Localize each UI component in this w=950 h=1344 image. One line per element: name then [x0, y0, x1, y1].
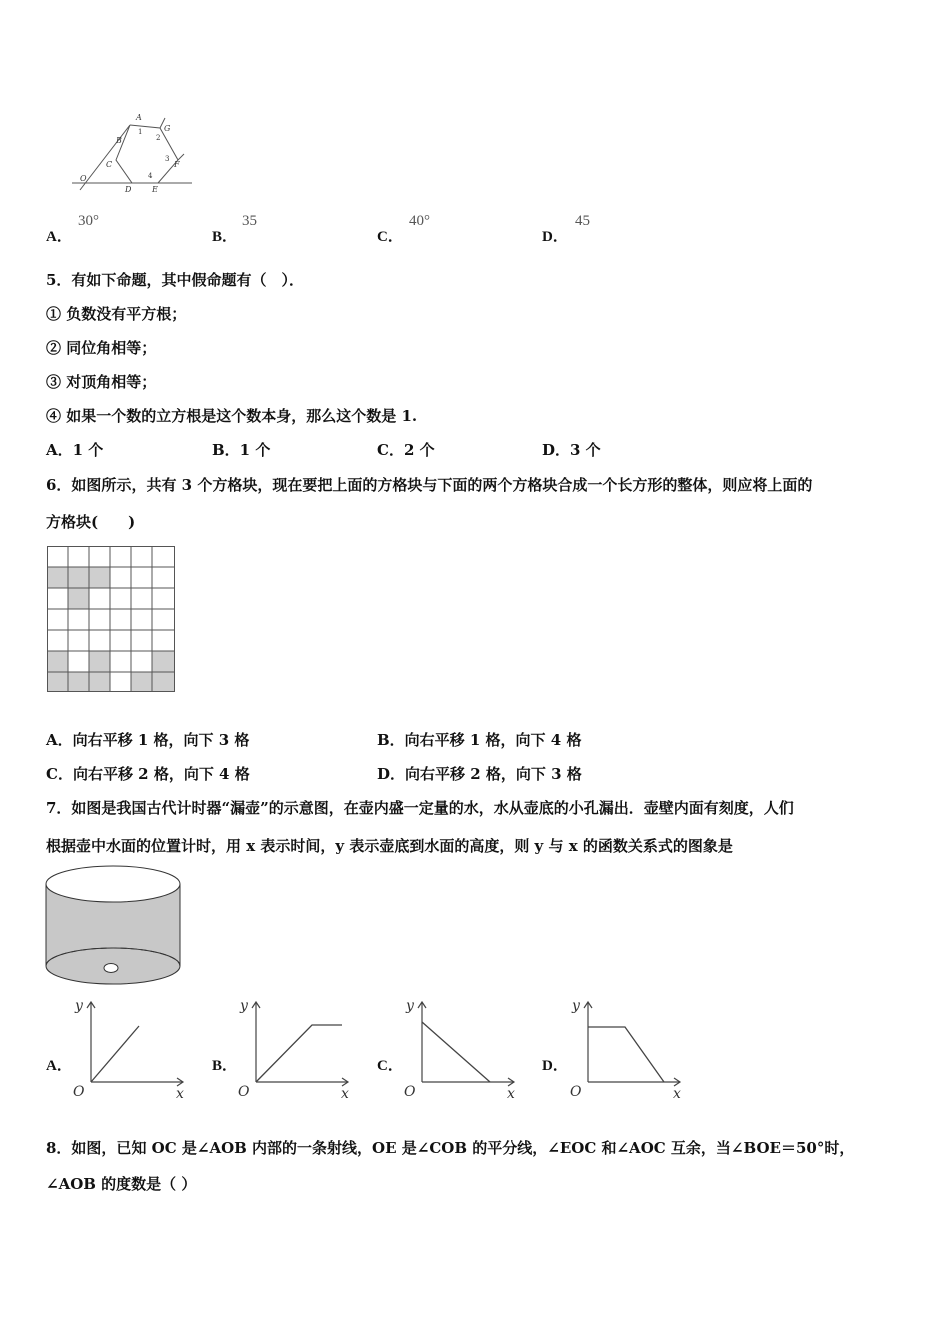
- fig-label-n2: 2: [156, 134, 161, 142]
- q7-stem-line1: 7．如图是我国古代计时器“漏壶”的示意图，在壶内盛一定量的水，水从壶底的小孔漏出．壶壁内面有刻度，人们: [46, 799, 794, 817]
- fig-label-o: O: [80, 174, 87, 183]
- q6-option-b[interactable]: B．向右平移 1 格，向下 4 格: [377, 731, 582, 749]
- q6-stem-line1: 6．如图所示，共有 3 个方格块，现在要把上面的方格块与下面的两个方格块合成一个长方形的整体，则应将上面的: [46, 476, 813, 494]
- q6-option-a[interactable]: A．向右平移 1 格，向下 3 格: [46, 731, 250, 749]
- q7-option-d-letter[interactable]: D．: [542, 1058, 568, 1074]
- q7-d-origin-label: O: [570, 1084, 582, 1100]
- q7-option-c-letter[interactable]: C．: [377, 1058, 403, 1074]
- q8-stem-line2: ∠AOB 的度数是（ ）: [46, 1175, 197, 1193]
- q7-b-y-label: y: [240, 998, 248, 1014]
- q5-option-a[interactable]: A．1 个: [46, 441, 104, 459]
- q7-stem-line2: 根据壶中水面的位置计时，用 x 表示时间，y 表示壶底到水面的高度，则 y 与 x 的函数关系式的图象是: [46, 837, 733, 855]
- q7-option-b-letter[interactable]: B．: [212, 1058, 238, 1074]
- q7-option-a-letter[interactable]: A．: [46, 1058, 72, 1074]
- q7-water-clock-figure: [45, 864, 183, 986]
- q5-stem: 5．有如下命题，其中假命题有（ ）．: [46, 271, 304, 289]
- q7-a-x-label: x: [176, 1086, 184, 1102]
- q8-stem-line1: 8．如图，已知 OC 是∠AOB 内部的一条射线，OE 是∠COB 的平分线，∠EOC 和∠AOC 互余，当∠BOE＝50°时，: [46, 1139, 855, 1157]
- fig-label-c: C: [106, 160, 113, 169]
- q4-option-d-letter: D．: [542, 229, 568, 245]
- q7-b-origin-label: O: [238, 1084, 250, 1100]
- q5-item-3: ③ 对顶角相等；: [46, 373, 157, 391]
- q4-geometry-figure: [70, 110, 200, 195]
- fig-label-n1: 1: [138, 128, 143, 136]
- q6-option-c[interactable]: C．向右平移 2 格，向下 4 格: [46, 765, 250, 783]
- q7-d-y-label: y: [572, 998, 580, 1014]
- q4-option-b-letter: B．: [212, 229, 238, 245]
- fig-label-a: A: [136, 113, 142, 122]
- q7-d-x-label: x: [673, 1086, 681, 1102]
- q7-a-origin-label: O: [73, 1084, 85, 1100]
- q4-option-a-value[interactable]: 30°: [78, 213, 99, 229]
- q4-option-a-letter: A．: [46, 229, 72, 245]
- q4-option-d-value[interactable]: 45: [575, 213, 590, 229]
- q5-option-b[interactable]: B．1 个: [212, 441, 271, 459]
- q7-option-a-graph[interactable]: [70, 996, 190, 1101]
- q7-c-origin-label: O: [404, 1084, 416, 1100]
- q4-option-c-letter: C．: [377, 229, 403, 245]
- q7-c-x-label: x: [507, 1086, 515, 1102]
- q7-c-y-label: y: [406, 998, 414, 1014]
- q7-b-x-label: x: [341, 1086, 349, 1102]
- fig-label-d: D: [125, 185, 132, 194]
- fig-label-f: F: [174, 160, 180, 169]
- q5-item-1: ① 负数没有平方根；: [46, 305, 187, 323]
- q5-option-d[interactable]: D．3 个: [542, 441, 601, 459]
- fig-label-e: E: [152, 185, 158, 194]
- fig-label-b: B: [116, 136, 122, 145]
- q7-option-d-graph[interactable]: [567, 996, 687, 1101]
- fig-label-n4: 4: [148, 172, 153, 180]
- q5-item-4: ④ 如果一个数的立方根是这个数本身，那么这个数是 1.: [46, 407, 418, 425]
- q4-option-b-value[interactable]: 35: [242, 213, 257, 229]
- fig-label-n3: 3: [165, 155, 170, 163]
- q7-a-y-label: y: [75, 998, 83, 1014]
- q4-option-c-value[interactable]: 40°: [409, 213, 430, 229]
- q6-stem-line2: 方格块( ): [46, 513, 136, 531]
- q5-item-2: ② 同位角相等；: [46, 339, 157, 357]
- q7-option-c-graph[interactable]: [401, 996, 521, 1101]
- q6-option-d[interactable]: D．向右平移 2 格，向下 3 格: [377, 765, 582, 783]
- q6-grid-figure: [47, 546, 175, 692]
- fig-label-g: G: [164, 124, 171, 133]
- q5-option-c[interactable]: C．2 个: [377, 441, 435, 459]
- q7-option-b-graph[interactable]: [235, 996, 355, 1101]
